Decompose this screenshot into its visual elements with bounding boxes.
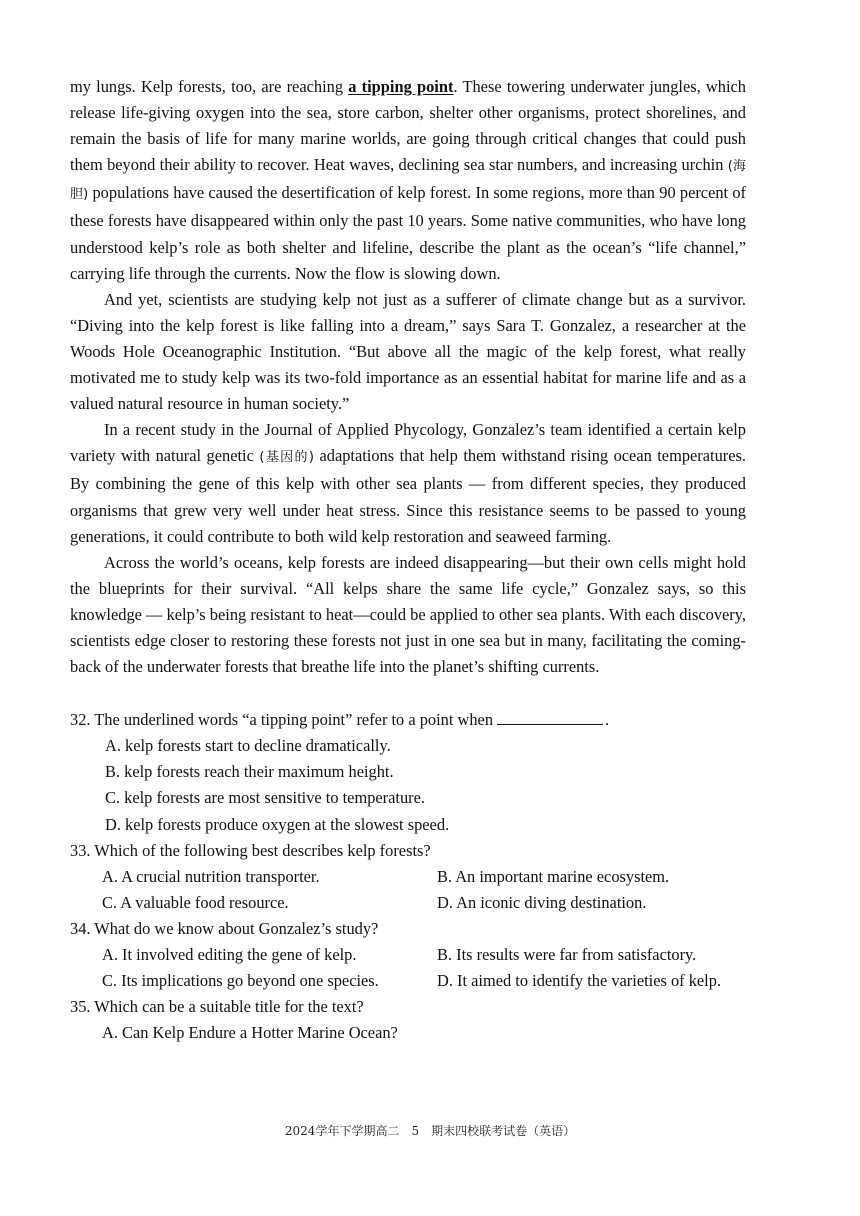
option-34-a: A. It involved editing the gene of kelp. [102, 945, 357, 964]
chinese-gloss: (海胆) [70, 159, 746, 203]
paragraph-text: In a recent study in the Journal of Applied Phycology, Gonzalez’s team identified a certain kelp variety with natural genetic [70, 420, 746, 466]
option-33-d: D. An iconic diving destination. [437, 892, 647, 912]
passage-paragraph-4: Across the world’s oceans, kelp forests are indeed disappearing—but their own cells might hold the blueprints for their survival. “All kelps share the same life cycle,” Gonzalez says, so this knowledge — kelp’s being resistant to heat—could be applied to other sea plants. With each discovery, scientists edge closer to restoring these forests not just in one sea but in many, facilitating the coming-back of the underwater forests that breathe life into the planet’s shifting currents. [70, 552, 746, 677]
question-35: 35. Which can be a suitable title for the text? [70, 997, 364, 1017]
options-row [102, 890, 746, 916]
option-34-c: C. Its implications go beyond one species. [102, 971, 379, 991]
underlined-phrase: a tipping point [348, 77, 454, 96]
option-34-b: B. Its results were far from satisfactory. [437, 945, 697, 964]
page-footer: 2024学年下学期高二 5 期末四校联考试卷（英语） [284, 1124, 576, 1138]
passage-paragraph-3 [70, 417, 746, 549]
paragraph-text: adaptations that help them withstand rising ocean temperatures. By combining the gene of this kelp with other sea plants — from different species, they produced organisms that grew very well under heat stress. Since this resistance seems to be passed to young generations, it could contribute to both wild kelp restoration and seaweed farming. [70, 446, 746, 546]
options-row [102, 968, 746, 994]
question-section [70, 707, 746, 1046]
paragraph-text: . These towering underwater jungles, which release life-giving oxygen into the sea, store carbon, shelter other organisms, protect shorelines, and remain the basis of life for many marine worlds, are going through critical changes that could push them beyond their ability to recover. Heat waves, declining sea star numbers, and increasing urchin [70, 77, 746, 175]
question-end-punctuation: . [605, 710, 610, 730]
options-row [102, 942, 746, 968]
answer-blank [497, 708, 603, 725]
paragraph-text: my lungs. Kelp forests, too, are reaching [70, 77, 349, 96]
exam-page [70, 74, 746, 1046]
options-row [102, 1020, 746, 1046]
option-32-c: C. kelp forests are most sensitive to temperature. [105, 788, 425, 808]
option-32-b: B. kelp forests reach their maximum height. [105, 762, 394, 782]
question-32 [70, 707, 746, 733]
question-stem: 32. The underlined words “a tipping point” refer to a point when [70, 710, 494, 730]
option-32-d: D. kelp forests produce oxygen at the slowest speed. [105, 814, 450, 834]
question-33: 33. Which of the following best describes kelp forests? [70, 840, 431, 860]
paragraph-text: populations have caused the desertification of kelp forest. In some regions, more than 90 percent of these forests have disappeared within only the past 10 years. Some native communities, who have long understood kelp’s role as both shelter and lifeline, describe the plant as the ocean’s “life channel,” carrying life through the currents. Now the flow is slowing down. [70, 183, 747, 283]
option-35-a: A. Can Kelp Endure a Hotter Marine Ocean? [102, 1023, 398, 1043]
passage-paragraph-2: And yet, scientists are studying kelp not just as a sufferer of climate change but as a survivor. “Diving into the kelp forest is like falling into a dream,” says Sara T. Gonzalez, a researcher at the Woods Hole Oceanographic Institution. “But above all the magic of the kelp forest, what really motivated me to study kelp was its two-fold importance as an essential habitat for marine life and as a valued natural resource in human society.” [70, 289, 746, 414]
question-34: 34. What do we know about Gonzalez’s study? [70, 918, 379, 938]
option-33-a: A. A crucial nutrition transporter. [102, 866, 320, 886]
option-33-b: B. An important marine ecosystem. [437, 866, 670, 886]
passage-paragraph-1 [70, 74, 746, 287]
option-32-a: A. kelp forests start to decline dramatically. [105, 736, 391, 756]
options-row [102, 864, 746, 890]
option-33-c: C. A valuable food resource. [102, 892, 289, 912]
chinese-gloss: (基因的) [259, 450, 314, 466]
option-34-d: D. It aimed to identify the varieties of kelp. [437, 971, 722, 991]
